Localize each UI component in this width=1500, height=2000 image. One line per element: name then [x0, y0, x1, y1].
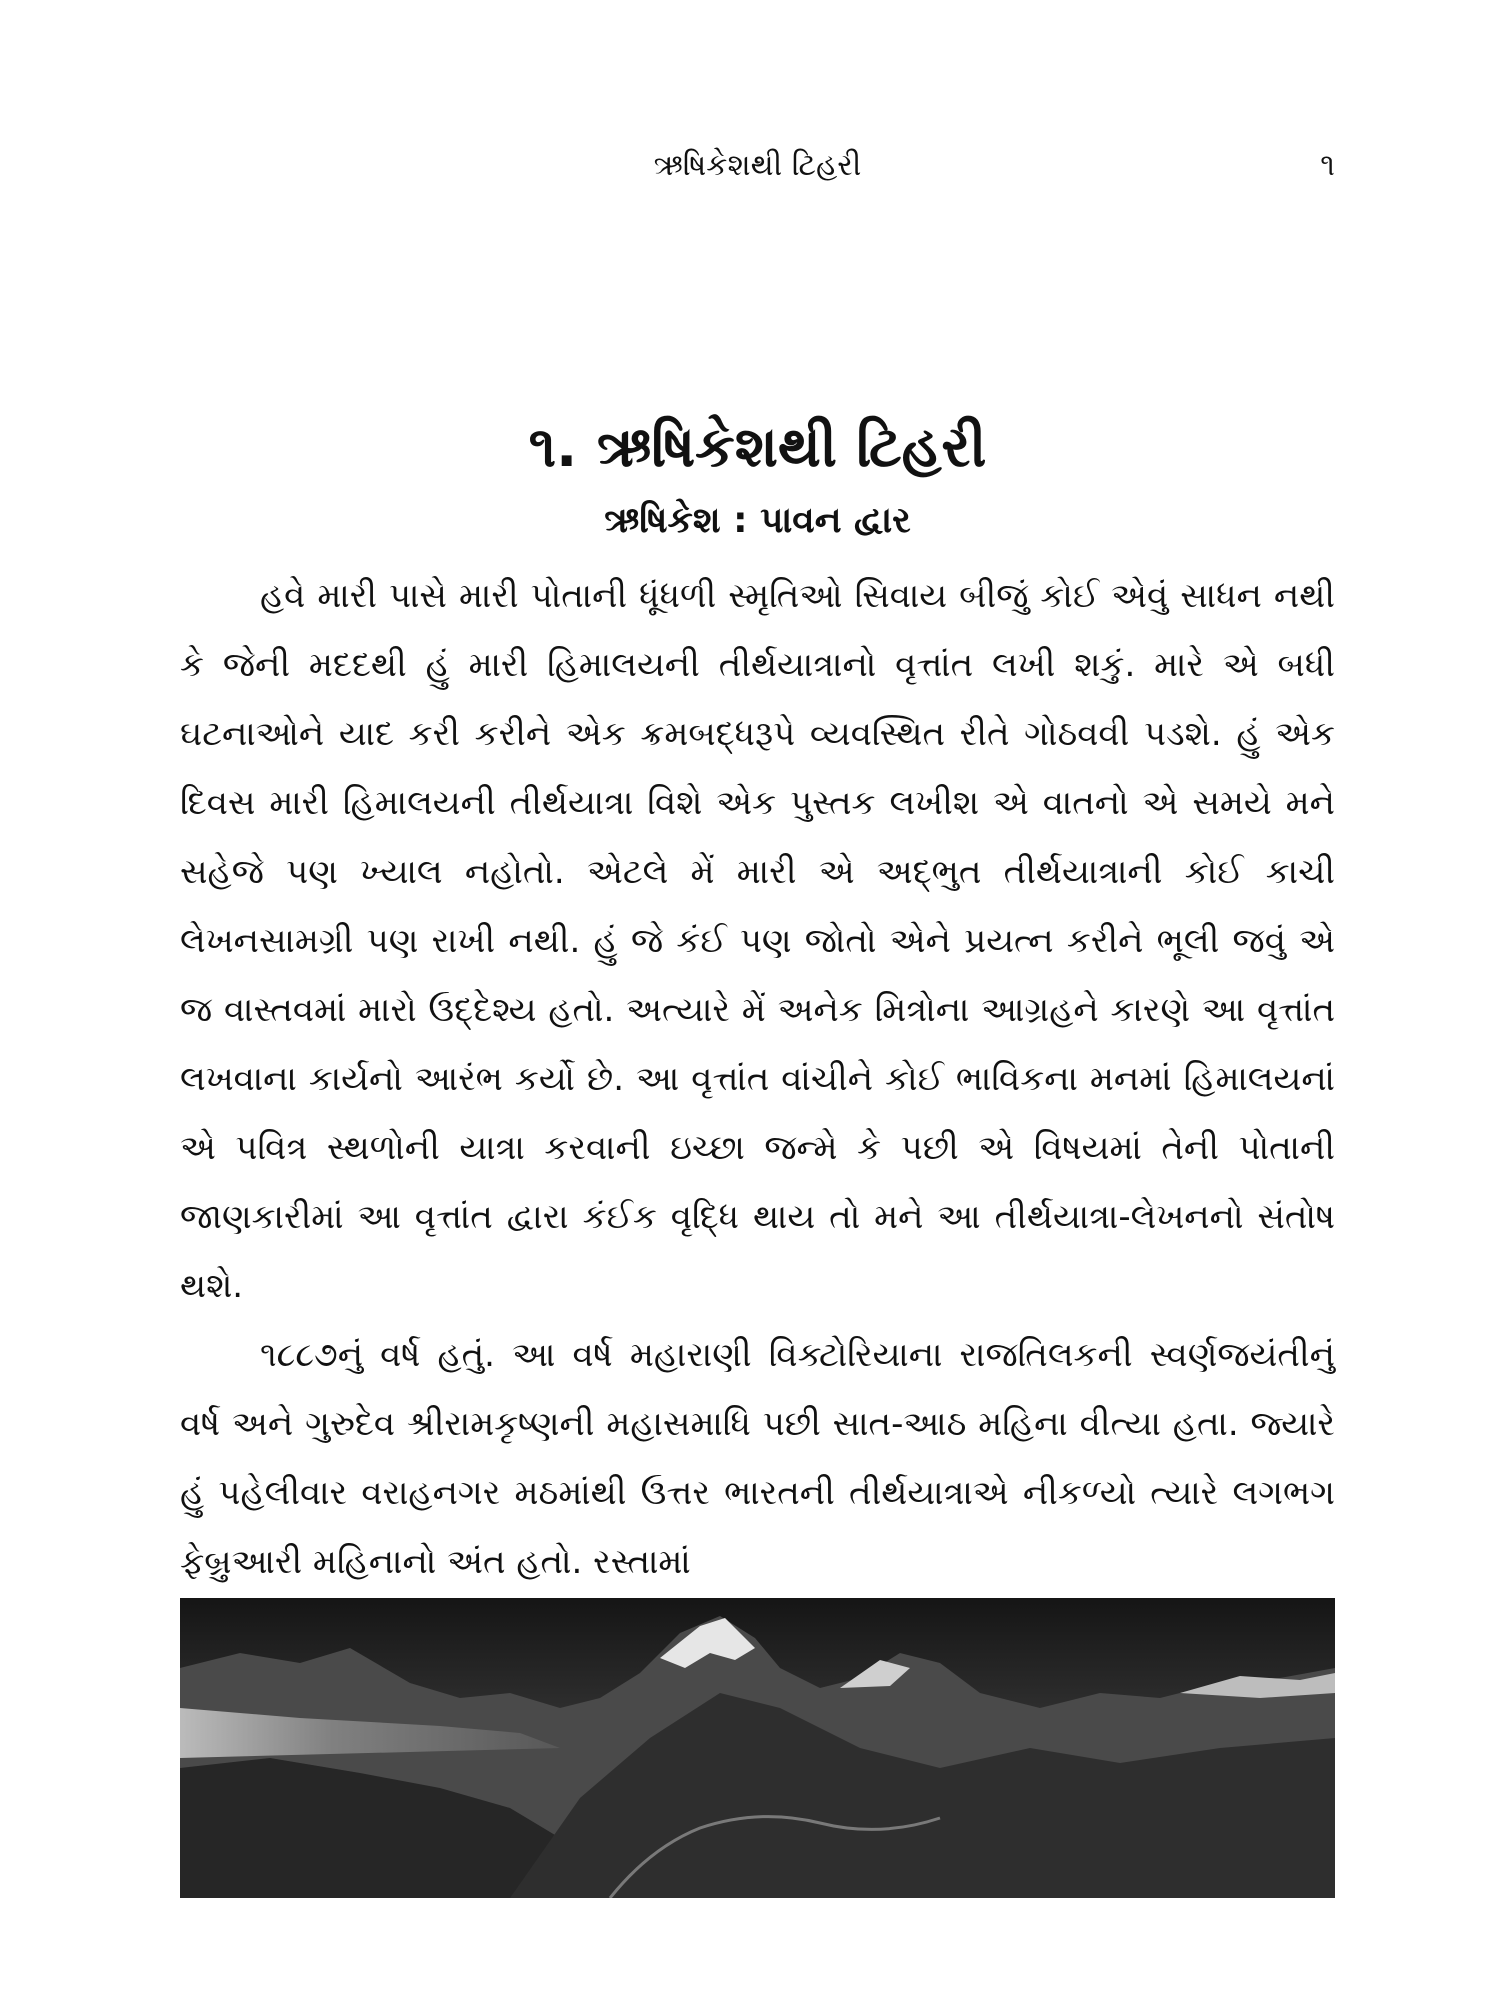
body-text [180, 562, 1335, 1597]
running-header [180, 140, 1335, 190]
paragraph-1: હવે મારી પાસે મારી પોતાની ધૂંધળી સ્મૃતિઓ સિવાય બીજું કોઈ એવું સાધન નથી કે જેની મદદથી હું મારી હિમાલયની તીર્થયાત્રાનો વૃત્તાંત લખી શકું. મારે એ બધી ઘટનાઓને યાદ કરી કરીને એક ક્રમબદ્ધરૂપે વ્યવસ્થિત રીતે ગોઠવવી પડશે. હું એક દિવસ મારી હિમાલયની તીર્થયાત્રા વિશે એક પુસ્તક લખીશ એ વાતનો એ સમયે મને સહેજે પણ ખ્યાલ નહોતો. એટલે મેં મારી એ અદ્ભુત તીર્થયાત્રાની કોઈ કાચી લેખનસામગ્રી પણ રાખી નથી. હું જે કંઈ પણ જોતો એને પ્રયત્ન કરીને ભૂલી જવું એ જ વાસ્તવમાં મારો ઉદ્દેશ્ય હતો. અત્યારે મેં અનેક મિત્રોના આગ્રહને કારણે આ વૃત્તાંત લખવાના કાર્યનો આરંભ કર્યો છે. આ વૃત્તાંત વાંચીને કોઈ ભાવિકના મનમાં હિમાલયનાં એ પવિત્ર સ્થળોની યાત્રા કરવાની ઇચ્છા જન્મે કે પછી એ વિષયમાં તેની પોતાની જાણકારીમાં આ વૃત્તાંત દ્વારા કંઈક વૃદ્ધિ થાય તો મને આ તીર્થયાત્રા-લેખનનો સંતોષ થશે. [180, 576, 1335, 1306]
running-title: ઋષિકેશથી ટિહરી [653, 148, 862, 183]
mountain-photo [180, 1598, 1335, 1898]
section-title: ઋષિકેશ : પાવન દ્વાર [604, 500, 911, 541]
page-number: ૧ [1320, 148, 1335, 183]
paragraph-2: ૧૮૮૭નું વર્ષ હતું. આ વર્ષ મહારાણી વિક્ટોરિયાના રાજતિલકની સ્વર્ણજયંતીનું વર્ષ અને ગુરુદેવ શ્રીરામકૃષ્ણની મહાસમાધિ પછી સાત-આઠ મહિના વીત્યા હતા. જ્યારે હું પહેલીવાર વરાહનગર મઠમાંથી ઉત્તર ભારતની તીર્થયાત્રાએ નીકળ્યો ત્યારે લગભગ ફેબ્રુઆરી મહિનાનો અંત હતો. રસ્તામાં [180, 1335, 1335, 1582]
chapter-title: ૧. ઋષિકેશથી ટિહરી [528, 415, 987, 480]
mountain-landscape-illustration [180, 1598, 1335, 1898]
